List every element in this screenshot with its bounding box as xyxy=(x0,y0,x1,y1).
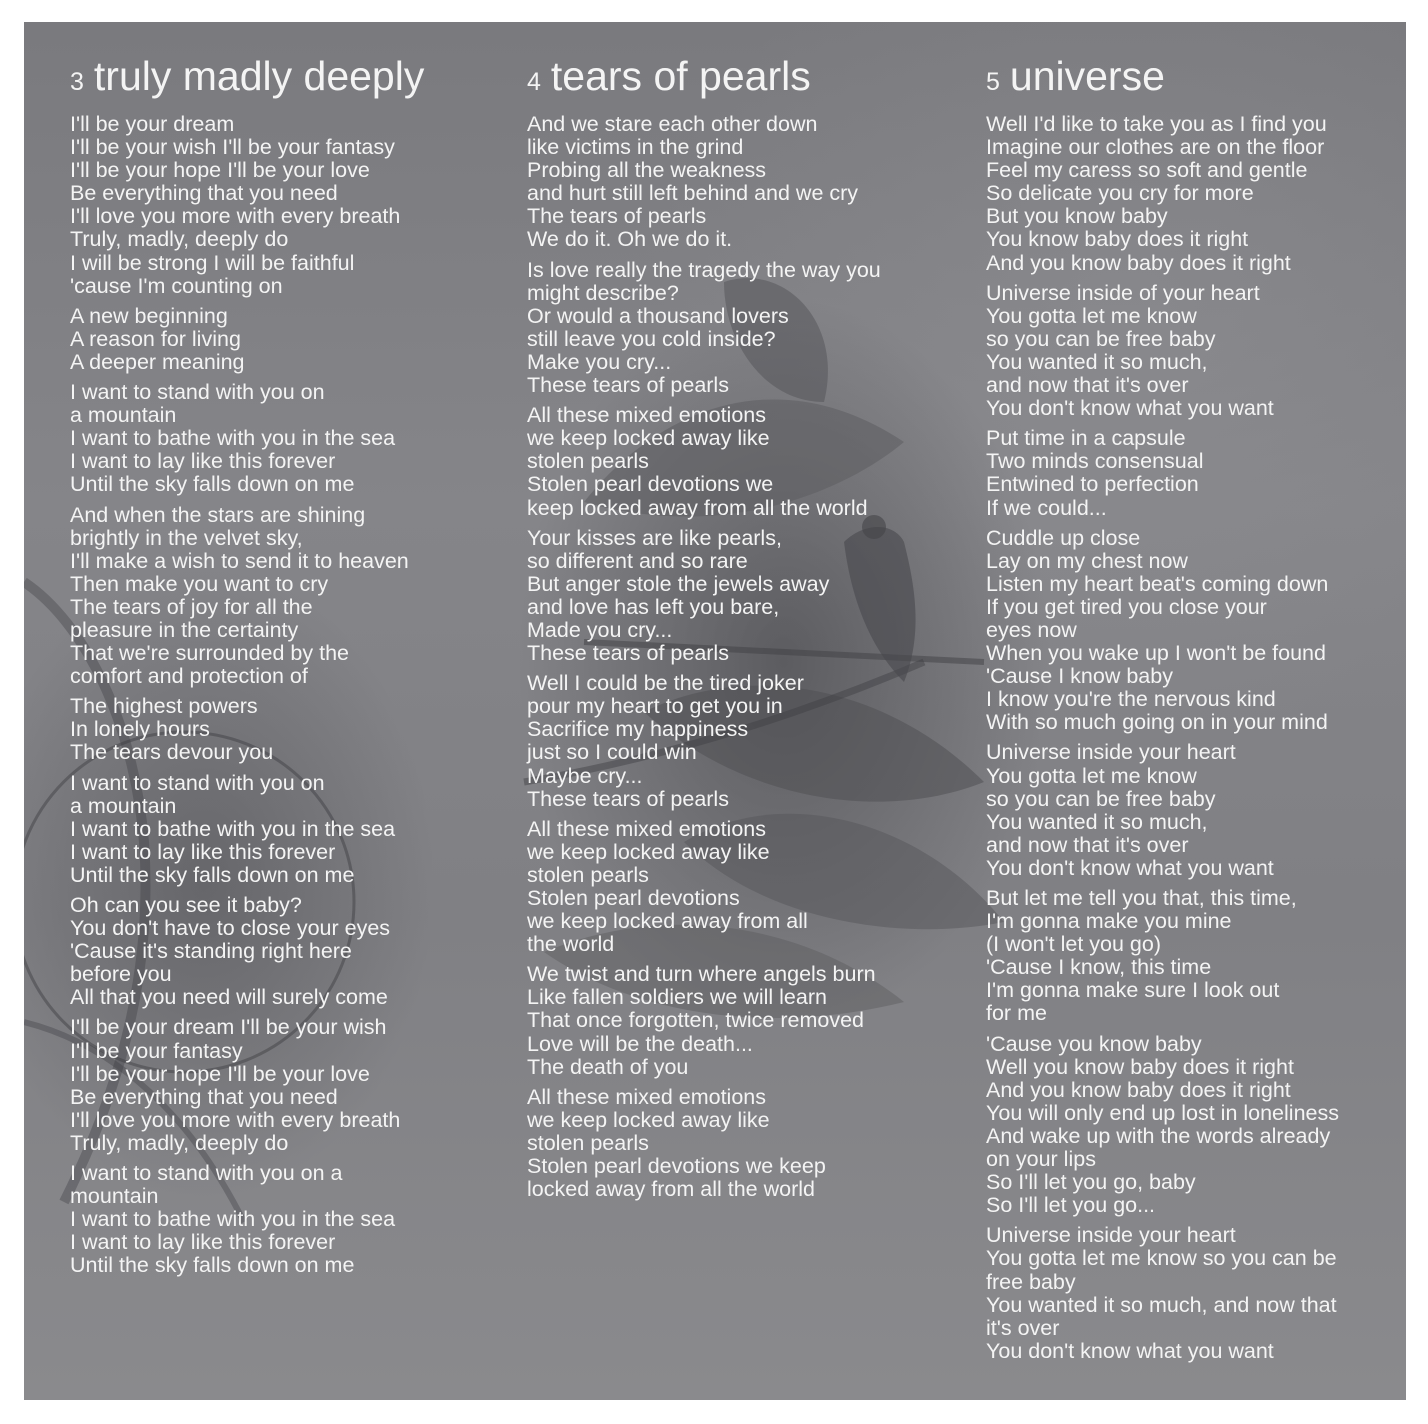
lyric-line: brightly in the velvet sky, xyxy=(70,525,303,550)
lyric-line: And wake up with the words already xyxy=(986,1123,1331,1148)
lyric-line: I'm gonna make you mine xyxy=(986,909,1232,934)
lyric-line: Truly, madly, deeply do xyxy=(70,1130,289,1155)
lyrics-body xyxy=(70,113,424,1278)
song-title: universe xyxy=(1009,53,1165,99)
lyric-line: I want to bathe with you in the sea xyxy=(70,816,396,841)
lyric-line: so you can be free baby xyxy=(986,326,1216,351)
lyric-line: But you know baby xyxy=(986,204,1168,229)
lyric-line: Then make you want to cry xyxy=(70,571,329,596)
lyric-line: Like fallen soldiers we will learn xyxy=(527,985,827,1010)
lyric-line: Stolen pearl devotions xyxy=(527,886,740,910)
lyric-stanza xyxy=(527,672,881,811)
lyric-line: Is love really the tragedy the way you xyxy=(527,257,881,282)
lyric-line: stolen pearls xyxy=(527,449,649,474)
lyric-stanza xyxy=(70,695,424,764)
lyric-line: You gotta let me know xyxy=(986,303,1197,328)
lyric-line: Stolen pearl devotions we keep xyxy=(527,1154,826,1179)
song-column-truly-madly-deeply xyxy=(70,52,424,1285)
lyric-line: we keep locked away like xyxy=(527,426,770,451)
lyric-line: I want to bathe with you in the sea xyxy=(70,426,396,451)
lyric-line: I'll be your fantasy xyxy=(70,1038,243,1063)
lyric-line: Probing all the weakness xyxy=(527,158,767,183)
lyric-line: Truly, madly, deeply do xyxy=(70,227,289,252)
lyric-line: pleasure in the certainty xyxy=(70,617,299,642)
lyric-line: Well I could be the tired joker xyxy=(527,671,804,696)
lyric-stanza xyxy=(527,1086,881,1201)
lyric-line: A deeper meaning xyxy=(70,349,245,374)
lyrics-body xyxy=(986,113,1339,1363)
lyric-line: Maybe cry... xyxy=(527,763,643,788)
lyric-stanza xyxy=(527,404,881,519)
lyric-stanza xyxy=(527,527,881,666)
lyric-line: a mountain xyxy=(70,403,177,428)
lyric-line: Lay on my chest now xyxy=(986,548,1188,573)
lyric-line: If we could... xyxy=(986,495,1107,520)
lyric-line: Well you know baby does it right xyxy=(986,1054,1294,1079)
lyric-line: still leave you cold inside? xyxy=(527,326,776,351)
lyric-line: I'm gonna make sure I look out xyxy=(986,978,1280,1003)
lyric-stanza xyxy=(986,113,1339,275)
lyric-line: Stolen pearl devotions we xyxy=(527,472,774,497)
lyric-line: Your kisses are like pearls, xyxy=(527,525,782,550)
lyric-line: I know you're the nervous kind xyxy=(986,687,1276,712)
lyric-line: The tears of joy for all the xyxy=(70,594,313,619)
lyric-line: 'Cause it's standing right here xyxy=(70,939,352,964)
song-heading xyxy=(986,52,1339,107)
lyric-line: You wanted it so much, xyxy=(986,809,1208,834)
lyric-line: I'll love you more with every breath xyxy=(70,1107,401,1132)
lyric-stanza xyxy=(70,113,424,298)
lyric-line: These tears of pearls xyxy=(527,641,729,666)
lyric-line: so you can be free baby xyxy=(986,786,1216,811)
lyric-line: And you know baby does it right xyxy=(986,1077,1291,1102)
lyric-line: Feel my caress so soft and gentle xyxy=(986,158,1308,183)
lyric-line: might describe? xyxy=(527,280,679,305)
lyric-line: With so much going on in your mind xyxy=(986,710,1328,735)
lyric-line: That once forgotten, twice removed xyxy=(527,1008,865,1033)
lyric-line: so different and so rare xyxy=(527,548,748,573)
lyrics-booklet-page xyxy=(24,22,1406,1400)
lyric-stanza xyxy=(527,113,881,252)
lyric-line: The highest powers xyxy=(70,694,258,719)
lyric-line: The tears devour you xyxy=(70,740,274,765)
lyric-line: Entwined to perfection xyxy=(986,472,1199,497)
lyric-line: You know baby does it right xyxy=(986,227,1249,252)
lyric-line: Be everything that you need xyxy=(70,181,338,206)
lyric-stanza xyxy=(986,1224,1339,1363)
lyric-line: When you wake up I won't be found xyxy=(986,641,1326,666)
lyric-line: 'Cause I know, this time xyxy=(986,955,1212,980)
lyric-line: Oh can you see it baby? xyxy=(70,893,302,917)
lyric-line: A reason for living xyxy=(70,326,241,351)
lyric-line: Cuddle up close xyxy=(986,525,1141,550)
song-heading xyxy=(527,52,881,107)
lyric-line: stolen pearls xyxy=(527,1130,649,1155)
lyric-line: That we're surrounded by the xyxy=(70,641,349,666)
lyric-line: I want to lay like this forever xyxy=(70,1230,336,1255)
lyric-line: pour my heart to get you in xyxy=(527,694,783,719)
lyric-line: Listen my heart beat's coming down xyxy=(986,571,1329,596)
lyric-line: All that you need will surely come xyxy=(70,985,388,1010)
lyric-line: Two minds consensual xyxy=(986,449,1204,474)
lyric-line: If you get tired you close your xyxy=(986,594,1267,619)
lyric-line: You don't know what you want xyxy=(986,1338,1274,1363)
lyric-stanza xyxy=(986,741,1339,880)
lyric-line: we keep locked away like xyxy=(527,839,770,864)
lyric-line: Universe inside of your heart xyxy=(986,280,1260,305)
lyric-line: mountain xyxy=(70,1184,159,1209)
lyric-line: locked away from all the world xyxy=(527,1177,815,1202)
lyric-line: The death of you xyxy=(527,1054,689,1079)
lyric-line: You gotta let me know xyxy=(986,763,1197,788)
lyric-line: So I'll let you go... xyxy=(986,1193,1156,1218)
lyric-line: Universe inside your heart xyxy=(986,1223,1236,1248)
lyric-stanza xyxy=(70,1162,424,1277)
song-title: tears of pearls xyxy=(550,53,811,99)
lyric-line: And we stare each other down xyxy=(527,112,818,136)
lyric-line: 'Cause you know baby xyxy=(986,1031,1202,1056)
lyric-line: Until the sky falls down on me xyxy=(70,862,355,887)
lyric-line: And when the stars are shining xyxy=(70,502,366,527)
lyric-line: I'll be your wish I'll be your fantasy xyxy=(70,135,395,160)
lyric-stanza xyxy=(986,427,1339,519)
lyric-line: we keep locked away like xyxy=(527,1107,770,1132)
lyric-line: Made you cry... xyxy=(527,617,673,642)
lyric-stanza xyxy=(70,305,424,374)
lyric-stanza xyxy=(986,282,1339,421)
lyric-line: stolen pearls xyxy=(527,862,649,887)
lyric-line: And you know baby does it right xyxy=(986,250,1291,275)
lyric-line: All these mixed emotions xyxy=(527,816,766,841)
lyric-line: Make you cry... xyxy=(527,349,672,374)
lyric-line: a mountain xyxy=(70,793,177,818)
lyric-line: You don't have to close your eyes xyxy=(70,916,391,941)
lyric-line: You don't know what you want xyxy=(986,855,1274,880)
lyric-line: before you xyxy=(70,962,172,987)
lyric-line: Put time in a capsule xyxy=(986,426,1186,451)
lyric-line: All these mixed emotions xyxy=(527,403,766,428)
lyric-line: and now that it's over xyxy=(986,373,1189,398)
lyric-stanza xyxy=(986,887,1339,1026)
lyric-line: I'll love you more with every breath xyxy=(70,204,401,229)
lyric-line: So delicate you cry for more xyxy=(986,181,1254,206)
lyric-stanza xyxy=(70,381,424,496)
song-column-universe xyxy=(986,52,1339,1370)
lyric-stanza xyxy=(70,504,424,689)
lyric-stanza xyxy=(527,963,881,1078)
lyric-line: just so I could win xyxy=(527,740,697,765)
lyric-line: Universe inside your heart xyxy=(986,740,1236,765)
lyric-line: You wanted it so much, xyxy=(986,349,1208,374)
lyric-line: I'll be your dream I'll be your wish xyxy=(70,1015,387,1040)
lyric-line: A new beginning xyxy=(70,303,228,328)
lyric-line: You don't know what you want xyxy=(986,396,1274,421)
song-column-tears-of-pearls xyxy=(527,52,881,1208)
lyric-line: We twist and turn where angels burn xyxy=(527,962,876,987)
lyric-line: I want to bathe with you in the sea xyxy=(70,1207,396,1232)
lyric-line: and love has left you bare, xyxy=(527,594,780,619)
lyric-line: I will be strong I will be faithful xyxy=(70,250,355,275)
lyric-line: 'cause I'm counting on xyxy=(70,273,283,298)
lyric-line: I want to stand with you on a xyxy=(70,1161,343,1186)
lyric-line: These tears of pearls xyxy=(527,373,729,398)
track-number: 3 xyxy=(70,68,84,96)
lyric-line: I want to stand with you on xyxy=(70,380,325,405)
lyric-line: But anger stole the jewels away xyxy=(527,571,830,596)
lyric-stanza xyxy=(986,527,1339,735)
lyric-line: eyes now xyxy=(986,617,1077,642)
lyric-line: I want to lay like this forever xyxy=(70,449,336,474)
lyric-line: All these mixed emotions xyxy=(527,1084,766,1109)
lyrics-body xyxy=(527,113,881,1201)
lyric-line: free baby xyxy=(986,1269,1076,1294)
lyric-line: But let me tell you that, this time, xyxy=(986,886,1297,910)
lyric-line: We do it. Oh we do it. xyxy=(527,227,733,252)
lyric-line: I'll be your hope I'll be your love xyxy=(70,1061,370,1086)
lyric-line: I'll be your dream xyxy=(70,112,235,136)
lyric-line: These tears of pearls xyxy=(527,786,729,811)
lyric-line: The tears of pearls xyxy=(527,204,707,229)
lyric-line: I'll be your hope I'll be your love xyxy=(70,158,370,183)
lyric-line: I want to lay like this forever xyxy=(70,839,336,864)
lyric-line: Be everything that you need xyxy=(70,1084,338,1109)
lyric-stanza xyxy=(70,1016,424,1155)
lyric-line: it's over xyxy=(986,1315,1060,1340)
lyric-line: You wanted it so much, and now that xyxy=(986,1292,1337,1317)
lyric-line: Or would a thousand lovers xyxy=(527,303,789,328)
lyric-line: Love will be the death... xyxy=(527,1031,753,1056)
lyric-line: I'll make a wish to send it to heaven xyxy=(70,548,409,573)
lyric-line: You gotta let me know so you can be xyxy=(986,1246,1337,1271)
lyric-line: Until the sky falls down on me xyxy=(70,472,355,497)
lyric-line: Until the sky falls down on me xyxy=(70,1253,355,1278)
lyric-line: the world xyxy=(527,932,615,957)
lyric-stanza xyxy=(527,818,881,957)
lyric-line: like victims in the grind xyxy=(527,135,744,160)
lyric-line: 'Cause I know baby xyxy=(986,664,1173,689)
lyric-line: comfort and protection of xyxy=(70,664,308,689)
lyric-line: So I'll let you go, baby xyxy=(986,1170,1196,1195)
lyric-line: we keep locked away from all xyxy=(527,909,808,934)
lyric-stanza xyxy=(986,1033,1339,1218)
song-heading xyxy=(70,52,424,107)
lyric-line: Sacrifice my happiness xyxy=(527,717,749,742)
lyric-line: (I won't let you go) xyxy=(986,932,1161,957)
lyric-line: and hurt still left behind and we cry xyxy=(527,181,859,206)
lyric-line: Well I'd like to take you as I find you xyxy=(986,112,1327,136)
track-number: 5 xyxy=(986,68,1000,96)
lyric-line: In lonely hours xyxy=(70,717,210,742)
lyric-line: I want to stand with you on xyxy=(70,770,325,795)
lyric-line: You will only end up lost in loneliness xyxy=(986,1100,1339,1125)
song-title: truly madly deeply xyxy=(93,53,425,99)
lyric-line: on your lips xyxy=(986,1147,1096,1172)
lyric-line: for me xyxy=(986,1001,1047,1026)
lyric-line: and now that it's over xyxy=(986,832,1189,857)
lyric-stanza xyxy=(527,259,881,398)
lyric-line: keep locked away from all the world xyxy=(527,495,868,520)
lyric-stanza xyxy=(70,894,424,1009)
lyric-stanza xyxy=(70,772,424,887)
track-number: 4 xyxy=(527,68,541,96)
lyric-line: Imagine our clothes are on the floor xyxy=(986,135,1325,160)
